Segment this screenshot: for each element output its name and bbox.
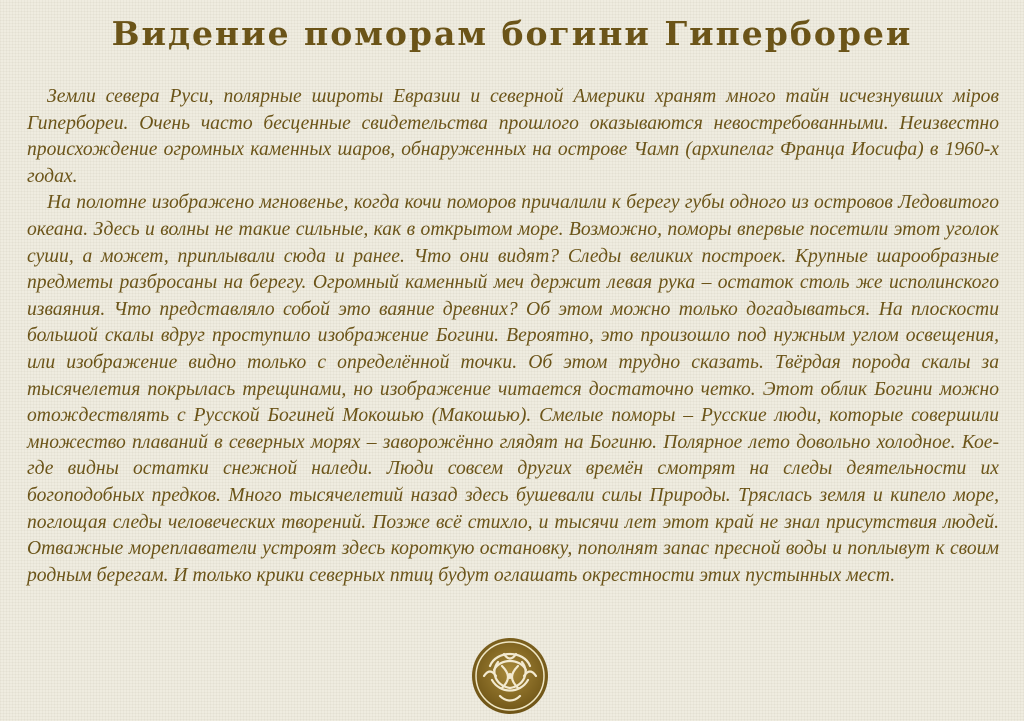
page-title: Видение поморам богини Гипербореи xyxy=(111,14,913,53)
paragraph-intro: Земли севера Руси, полярные широты Евразии и северной Америки хранят много тайн исчезнувших міров Гипербореи. Очень часто бесценные свидетельства прошлого оказываются невостребованными. Неизвестно происхождение огромных каменных шаров, обнаруженных на острове Чамп (архипелаг Франца Иосифа) в 1960-х годах. xyxy=(27,86,999,187)
article-body xyxy=(27,84,999,589)
paragraph-description: На полотне изображено мгновенье, когда кочи поморов причалили к берегу губы одного из островов Ледовитого океана. Здесь и волны не такие сильные, как в открытом море. Возможно, поморы впервые посетили этот уголок суши, а может, приплывали сюда и ранее. Что они видят? Следы великих построек. Крупные шарообразные предметы разбросаны на берегу. Огромный каменный меч держит левая рука – остаток столь же исполинского изваяния. Что представляло собой это ваяние древних? Об этом можно только догадываться. На плоскости большой скалы вдруг проступило изображение Богини. Вероятно, это произошло под нужным углом освещения, или изображение видно только с определённой точки. Об этом трудно сказать. Твёрдая порода скалы за тысячелетия покрылась трещинами, но изображение читается достаточно четко. Этот облик Богини можно отождествлять с Русской Богиней Мокошью (Макошью). Смелые поморы – Русские люди, которые совершили множество плаваний в северных морях – заворожённо глядят на Богиню. Полярное лето довольно холодное. Кое-где видны остатки снежной наледи. Люди совсем других времён смотрят на следы деятельности их богоподобных предков. Много тысячелетий назад здесь бушевали силы Природы. Тряслась земля и кипело море, поглощая следы человеческих творений. Позже всё стихло, и тысячи лет этот край не знал присутствия людей. Отважные мореплаватели устроят здесь короткую остановку, пополнят запас пресной воды и поплывут к своим родным берегам. И только крики северных птиц будут оглашать окрестности этих пустынных мест. xyxy=(27,192,999,586)
celtic-knot-emblem-icon xyxy=(470,636,550,716)
